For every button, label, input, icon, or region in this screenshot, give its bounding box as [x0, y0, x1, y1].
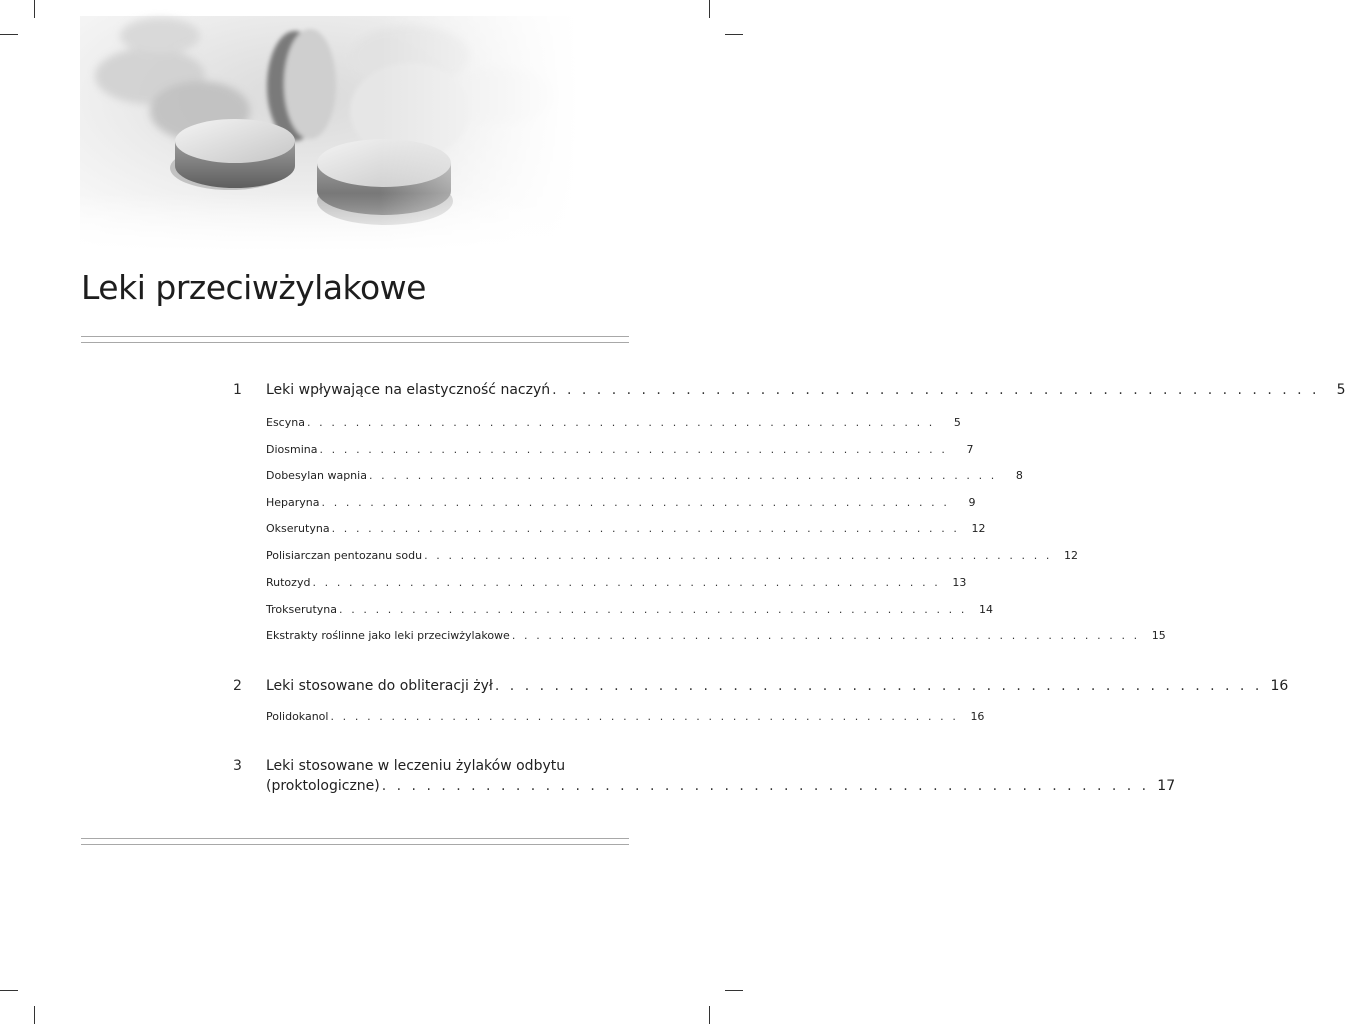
toc-entry-page: 14 [978, 603, 993, 616]
toc-entry-page: 13 [952, 576, 967, 589]
toc-entry-page: 8 [1015, 469, 1023, 482]
toc-entry[interactable] [266, 522, 986, 535]
leader-dots: . . . . . . . . . . . . . . . . . . . . . . . . . . . . . . . . . . . . . . . . . . . . . . . . . . . . [381, 778, 1150, 794]
toc-entry-page: 12 [1064, 549, 1079, 562]
toc-entry-label: Ekstrakty roślinne jako leki przeciwżylakowe [266, 629, 510, 642]
toc-entry[interactable] [266, 549, 1079, 562]
toc-entry-section-3[interactable] [266, 778, 1176, 794]
toc-entry-page: 9 [968, 496, 976, 509]
toc-entry-label: Polidokanol [266, 710, 329, 723]
toc-entry-label: Heparyna [266, 496, 320, 509]
toc-entry-label: Trokserutyna [266, 603, 338, 616]
toc-entry-label: Okserutyna [266, 522, 330, 535]
toc-entry[interactable] [266, 496, 976, 509]
toc-entry-label: Dobesylan wapnia [266, 469, 367, 482]
toc-entry-label: Rutozyd [266, 576, 311, 589]
toc-entry-page: 15 [1151, 629, 1166, 642]
leader-dots: . . . . . . . . . . . . . . . . . . . . . . . . . . . . . . . . . . . . . . . . . . . . . . . . . . . . [511, 629, 1140, 642]
leader-dots: . . . . . . . . . . . . . . . . . . . . . . . . . . . . . . . . . . . . . . . . . . . . . . . . . . . . [494, 678, 1263, 694]
leader-dots: . . . . . . . . . . . . . . . . . . . . . . . . . . . . . . . . . . . . . . . . . . . . . . . . . . . . [306, 416, 935, 429]
toc-entry-label-line1[interactable]: Leki stosowane w leczeniu żylaków odbytu [266, 758, 566, 774]
leader-dots: . . . . . . . . . . . . . . . . . . . . . . . . . . . . . . . . . . . . . . . . . . . . . . . . . . . . [368, 469, 997, 482]
toc-entry-page: 7 [966, 443, 974, 456]
toc-entry-page: 5 [953, 416, 961, 429]
toc-entry[interactable] [266, 576, 967, 589]
toc-entry-label: Leki stosowane do obliteracji żył [266, 678, 493, 694]
toc-entry-page: 17 [1157, 778, 1176, 794]
section-number: 3 [233, 758, 242, 774]
toc-entry-label: Escyna [266, 416, 305, 429]
toc-entry-label: Diosmina [266, 443, 318, 456]
section-number: 2 [233, 678, 242, 694]
toc-entry-page: 16 [1270, 678, 1289, 694]
toc-entry[interactable] [266, 603, 993, 616]
toc-entry[interactable] [266, 443, 974, 456]
toc-entry-section-1[interactable] [266, 382, 1345, 398]
toc-entry[interactable] [266, 629, 1166, 642]
leader-dots: . . . . . . . . . . . . . . . . . . . . . . . . . . . . . . . . . . . . . . . . . . . . . . . . . . . . [331, 522, 960, 535]
leader-dots: . . . . . . . . . . . . . . . . . . . . . . . . . . . . . . . . . . . . . . . . . . . . . . . . . . . . [312, 576, 941, 589]
toc-entry-label: Polisiarczan pentozanu sodu [266, 549, 423, 562]
toc-entry-section-2[interactable] [266, 678, 1289, 694]
leader-dots: . . . . . . . . . . . . . . . . . . . . . . . . . . . . . . . . . . . . . . . . . . . . . . . . . . . . [319, 443, 948, 456]
toc-entry[interactable] [266, 710, 985, 723]
leader-dots: . . . . . . . . . . . . . . . . . . . . . . . . . . . . . . . . . . . . . . . . . . . . . . . . . . . . [424, 549, 1053, 562]
toc-entry[interactable] [266, 469, 1023, 482]
leader-dots: . . . . . . . . . . . . . . . . . . . . . . . . . . . . . . . . . . . . . . . . . . . . . . . . . . . . [552, 382, 1320, 398]
section-number: 1 [233, 382, 242, 398]
toc-entry-page: 12 [971, 522, 986, 535]
toc-entry-page: 5 [1336, 382, 1345, 398]
toc-entry-page: 16 [970, 710, 985, 723]
toc-entry[interactable] [266, 416, 961, 429]
page-title: Leki przeciwżylakowe [81, 268, 426, 307]
divider-bottom [81, 838, 629, 845]
leader-dots: . . . . . . . . . . . . . . . . . . . . . . . . . . . . . . . . . . . . . . . . . . . . . . . . . . . . [339, 603, 967, 616]
toc-entry-label: (proktologiczne) [266, 778, 380, 794]
leader-dots: . . . . . . . . . . . . . . . . . . . . . . . . . . . . . . . . . . . . . . . . . . . . . . . . . . . . [321, 496, 950, 509]
leader-dots: . . . . . . . . . . . . . . . . . . . . . . . . . . . . . . . . . . . . . . . . . . . . . . . . . . . . [330, 710, 959, 723]
toc-entry-label: Leki wpływające na elastyczność naczyń [266, 382, 551, 398]
